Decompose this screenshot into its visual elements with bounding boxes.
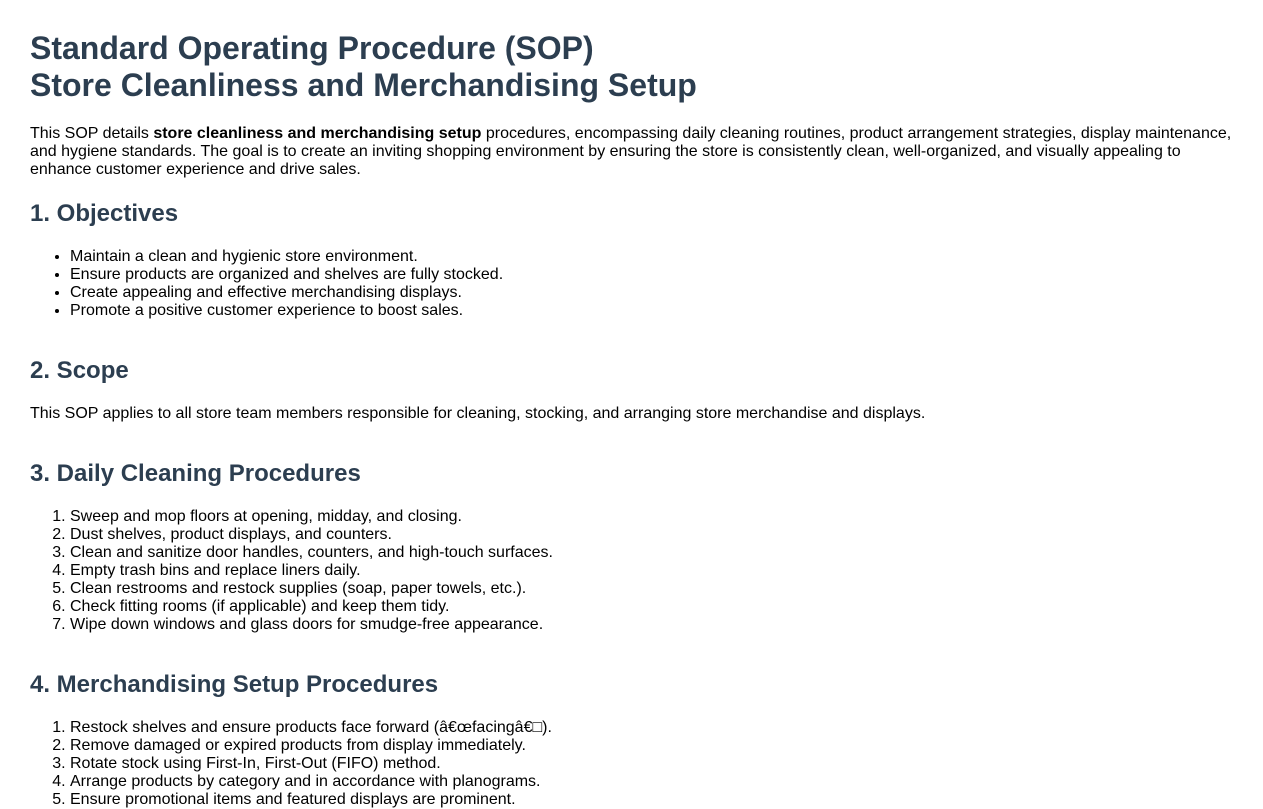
cleaning-list	[30, 508, 1233, 634]
list-item: 2. Dust shelves, product displays, and counters.	[70, 526, 1233, 544]
list-item: 5. Ensure promotional items and featured displays are prominent.	[70, 791, 1233, 809]
cleaning-heading: 3. Daily Cleaning Procedures	[30, 460, 361, 487]
list-item: 1. Sweep and mop floors at opening, midday, and closing.	[70, 508, 1233, 526]
merchandising-heading: 4. Merchandising Setup Procedures	[30, 671, 439, 698]
objectives-list	[30, 248, 1233, 320]
scope-paragraph: This SOP applies to all store team members responsible for cleaning, stocking, and arranging store merchandise and displays.	[30, 405, 926, 422]
objectives-heading: 1. Objectives	[30, 200, 179, 227]
list-item: • Maintain a clean and hygienic store environment.	[70, 248, 1233, 266]
merchandising-list	[30, 719, 1233, 809]
scope-heading: 2. Scope	[30, 357, 129, 384]
list-item: • Ensure products are organized and shelves are fully stocked.	[70, 266, 1233, 284]
list-item: 1. Restock shelves and ensure products face forward (â€œfacingâ€□).	[70, 719, 1233, 737]
list-item: • Promote a positive customer experience to boost sales.	[70, 302, 1233, 320]
list-item: 4. Arrange products by category and in accordance with planograms.	[70, 773, 1233, 791]
list-item: • Create appealing and effective merchandising displays.	[70, 284, 1233, 302]
list-item: 6. Check fitting rooms (if applicable) and keep them tidy.	[70, 598, 1233, 616]
page-title-line-2: Store Cleanliness and Merchandising Setup	[30, 67, 697, 103]
page-title-line-1: Standard Operating Procedure (SOP)	[30, 30, 594, 66]
list-item: 3. Rotate stock using First-In, First-Out (FIFO) method.	[70, 755, 1233, 773]
list-item: 7. Wipe down windows and glass doors for smudge-free appearance.	[70, 616, 1233, 634]
intro-prefix: This SOP details	[30, 125, 154, 142]
list-item: 4. Empty trash bins and replace liners daily.	[70, 562, 1233, 580]
list-item: 5. Clean restrooms and restock supplies (soap, paper towels, etc.).	[70, 580, 1233, 598]
intro-suffix: procedures, encompassing daily cleaning routines, product arrangement strategies, display maintenance, and hygiene standards. The goal is to create an inviting shopping environment by ensuring the store is consistently clean, well-organized, and visually appealing to enhance customer experience and drive sales.	[30, 125, 1232, 178]
page-title	[30, 0, 1233, 104]
intro-bold-phrase: store cleanliness and merchandising setup	[153, 125, 482, 142]
list-item: 3. Clean and sanitize door handles, counters, and high-touch surfaces.	[70, 544, 1233, 562]
list-item: 2. Remove damaged or expired products from display immediately.	[70, 737, 1233, 755]
intro-paragraph	[30, 125, 1233, 179]
